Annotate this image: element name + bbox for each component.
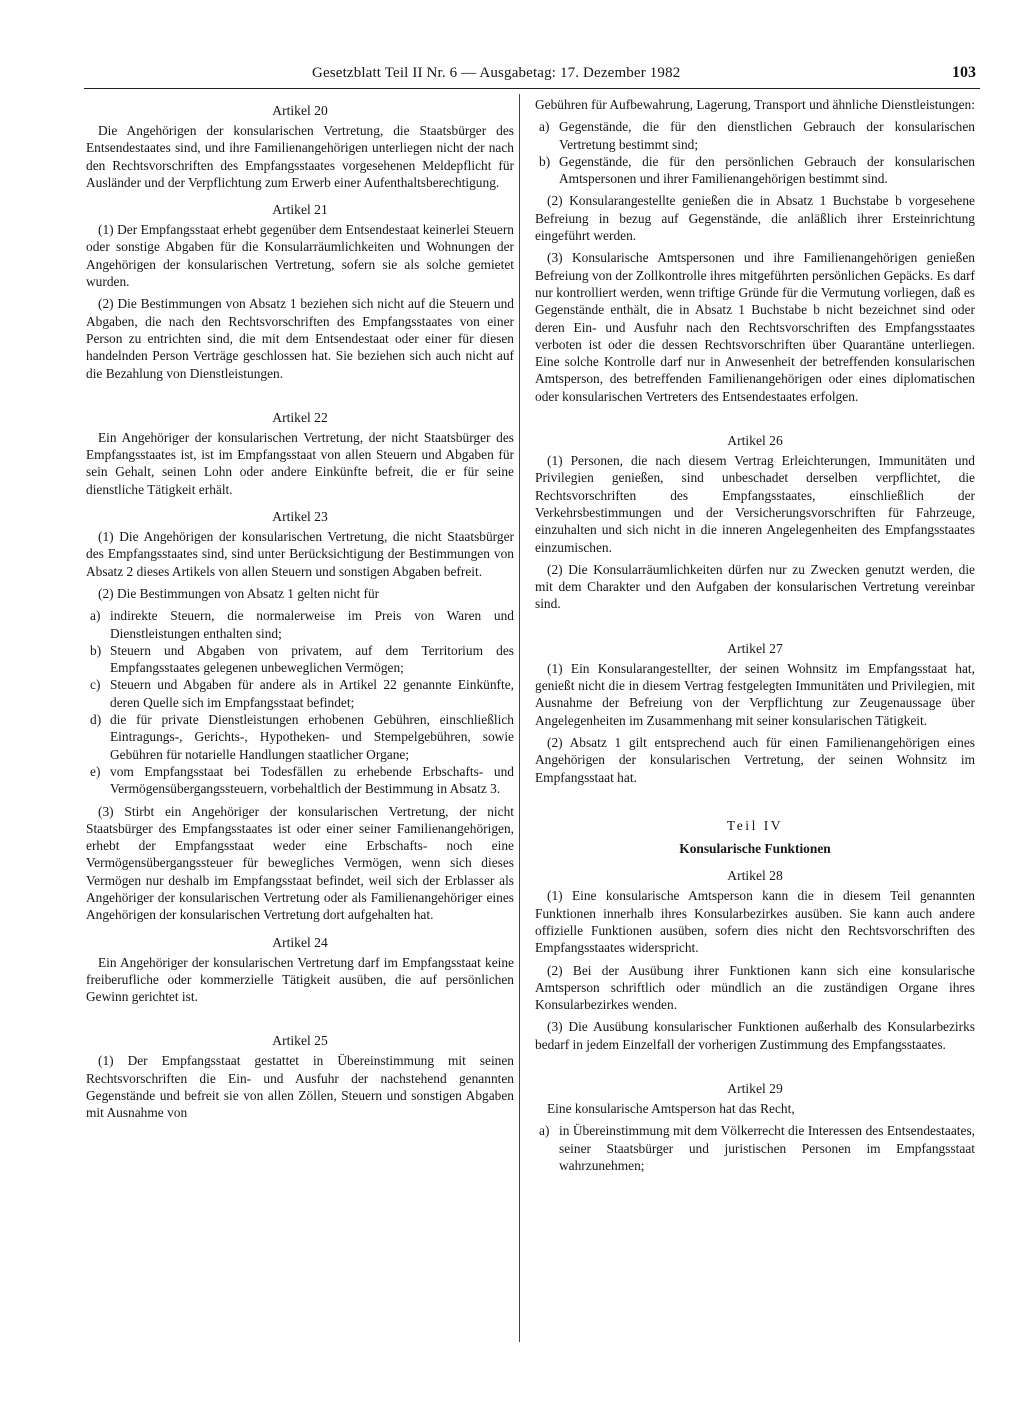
paragraph: (1) Personen, die nach diesem Vertrag Erleichterungen, Immunitäten und Privilegien genießen, sind unbeschadet derselben verpflichtet, die Rechtsvorschriften des Empfangsstaates, einschließlich der Verkehrsbestimmungen und der Versicherungsvorschriften für Fahrzeuge, einzuhalten und sich nicht in die inneren Angelegenheiten des Empfangsstaates einzumischen.: [535, 453, 975, 555]
article-heading: Artikel 27: [727, 640, 783, 656]
paragraph: (1) Die Angehörigen der konsularischen Vertretung, die nicht Staatsbürger des Empfangsstaates sind, sind unter Berücksichtigung der Bestimmungen von Absatz 2 dieses Artikels von allen Steuern und sonstigen Abgaben befreit.: [86, 529, 514, 579]
paragraph: (2) Die Bestimmungen von Absatz 1 beziehen sich nicht auf die Steuern und Abgaben, die nach den Rechtsvorschriften des Empfangsstaates von einer Person zu entrichten sind, die mit dem Entsendestaat oder einer für diesen handelnden Person Verträge geschlossen hat. Sie beziehen sich auch nicht auf die Bezahlung von Dienstleistungen.: [86, 296, 514, 381]
paragraph: (2) Die Konsularräumlichkeiten dürfen nur zu Zwecken genutzt werden, die mit dem Charakter und den Aufgaben der konsularischen Vertretung vereinbar sind.: [535, 561, 975, 612]
article-heading: Artikel 28: [727, 868, 783, 884]
article-heading: Artikel 29: [727, 1081, 783, 1097]
list-item: a) Gegenstände, die für den dienstlichen Gebrauch der konsularischen Vertretung bestimmt sind;: [539, 119, 975, 152]
list-item: d) die für private Dienstleistungen erhobenen Gebühren, einschließlich Eintragungs-, Gerichts-, Hypotheken- und Stempelgebühren, sowie Gebühren für notarielle Handlungen staatlicher Organe;: [90, 712, 514, 762]
article-heading: Artikel 20: [272, 103, 328, 118]
list-item: c) Steuern und Abgaben für andere als in Artikel 22 genannte Einkünfte, deren Quelle sich im Empfangsstaat befindet;: [90, 677, 514, 710]
paragraph: (2) Die Bestimmungen von Absatz 1 gelten nicht für: [98, 585, 380, 601]
paragraph: (3) Die Ausübung konsularischer Funktionen außerhalb des Konsularbezirks bedarf in jedem Einzelfall der vorherigen Zustimmung des Empfangsstaates.: [535, 1019, 975, 1052]
list-item: b) Steuern und Abgaben von privatem, auf dem Territorium des Empfangsstaates gelegenen unbeweglichen Vermögen;: [90, 642, 514, 676]
part-subtitle: Konsularische Funktionen: [679, 841, 831, 857]
article-heading: Artikel 25: [272, 1033, 328, 1049]
paragraph: (1) Ein Konsularangestellter, der seinen Wohnsitz im Empfangsstaat hat, genießt nicht die in diesem Vertrag festgelegten Immunitäten und Privilegien, mit Ausnahme der Befreiung von der Verpflichtung zur Zeugenaussage über Angelegenheiten im Zusammenhang mit seiner konsularischen Tätigkeit.: [535, 660, 975, 728]
item-list: [535, 1122, 975, 1174]
paragraph: Eine konsularische Amtsperson hat das Recht,: [547, 1101, 795, 1117]
paragraph: (3) Konsularische Amtspersonen und ihre Familienangehörigen genießen Befreiung von der Zollkontrolle ihres mitgeführten persönlichen Gepäcks. Es darf nur kontrolliert werden, wenn triftige Gründe für die Vermutung vorliegen, daß es Gegenstände enthält, die in Absatz 1 Buchstabe b nicht bezeichnet sind oder deren Ein- und Ausfuhr nach den Rechtsvorschriften des Empfangsstaates verboten ist oder die dessen Rechtsvorschriften über Quarantäne unterliegen. Eine solche Kontrolle darf nur in Anwesenheit der betreffenden konsularischen Amtsperson, des betreffenden Familienangehörigen oder eines diplomatischen oder konsularischen Vertreters des Entsendestaates erfolgen.: [535, 250, 975, 404]
article-heading: Artikel 22: [272, 409, 328, 425]
right-column: [535, 96, 975, 1179]
article-heading: Artikel 26: [727, 433, 783, 449]
paragraph: (3) Stirbt ein Angehöriger der konsularischen Vertretung, der nicht Staatsbürger des Empfangsstaates ist oder einer seiner Familienangehörigen, erhebt der Empfangsstaat weder eine Erbschafts- noch eine Vermögensübergangssteuer für bewegliches Vermögen, wenn sich dieses Vermögen nur deshalb im Empfangsstaat befindet, weil sich der Erblasser als Angehöriger der konsularischen Vertretung oder als Familienangehöriger eines Angehörigen der konsularischen Vertretung dort aufgehalten hat.: [86, 803, 514, 923]
paragraph: (1) Der Empfangsstaat gestattet in Übereinstimmung mit seinen Rechtsvorschriften die Ein- und Ausfuhr der nachstehend genannten Gegenstände und befreit sie von allen Zöllen, Steuern und sonstigen Abgaben mit Ausnahme von: [86, 1053, 514, 1121]
paragraph: Die Angehörigen der konsularischen Vertretung, die Staatsbürger des Entsendestaates sind, und ihre Familienangehörigen unterliegen nicht der nach den Rechtsvorschriften des Empfangsstaates vorgesehenen Meldepflicht für Ausländer und der Verpflichtung zum Erwerb einer Aufenthaltsberechtigung.: [86, 123, 514, 190]
article-heading: Artikel 23: [272, 509, 328, 525]
article-heading: Artikel 24: [272, 934, 328, 950]
article-heading: Artikel 21: [272, 202, 328, 218]
part-heading: Teil IV: [726, 817, 784, 833]
paragraph: (2) Absatz 1 gilt entsprechend auch für einen Familienangehörigen eines Angehörigen der konsularischen Vertretung, der seinen Wohnsitz im Empfangsstaat hat.: [535, 734, 975, 785]
page-number: 103: [952, 64, 976, 81]
list-item: e) vom Empfangsstaat bei Todesfällen zu erhebende Erbschafts- und Vermögensübergangssteuern, vorbehaltlich der Bestimmung in Absatz 3.: [90, 763, 514, 797]
header-title: Gesetzblatt Teil II Nr. 6 — Ausgabetag: 17. Dezember 1982: [312, 65, 681, 81]
column-divider: [519, 94, 520, 1342]
item-list: [86, 607, 514, 797]
paragraph: Gebühren für Aufbewahrung, Lagerung, Transport und ähnliche Dienstleistungen:: [535, 97, 975, 112]
list-item: a) in Übereinstimmung mit dem Völkerrecht die Interessen des Entsendestaates, seiner Staatsbürger und juristischen Personen im Empfangsstaat wahrzunehmen;: [539, 1123, 975, 1173]
page-header: [84, 62, 980, 89]
paragraph: (1) Eine konsularische Amtsperson kann die in diesem Teil genannten Funktionen innerhalb ihres Konsularbezirkes ausüben. Sie kann auch andere offizielle Funktionen ausüben, sofern dies nicht den Rechtsvorschriften des Empfangsstaates widerspricht.: [535, 888, 975, 956]
left-column: [86, 96, 514, 1127]
list-item: b) Gegenstände, die für den persönlichen Gebrauch der konsularischen Amtspersonen und ihrer Familienangehörigen bestimmt sind.: [539, 153, 975, 187]
paragraph: (2) Konsularangestellte genießen die in Absatz 1 Buchstabe b vorgesehene Befreiung in bezug auf Gegenstände, die anläßlich ihrer Ersteinrichtung eingeführt werden.: [535, 193, 975, 244]
paragraph: (1) Der Empfangsstaat erhebt gegenüber dem Entsendestaat keinerlei Steuern oder sonstige Abgaben für die Konsularräumlichkeiten und Wohnungen der Angehörigen der konsularischen Vertretung, sofern sie als solche gemietet wurden.: [86, 222, 514, 290]
paragraph: (2) Bei der Ausübung ihrer Funktionen kann sich eine konsularische Amtsperson schriftlich oder mündlich an die zuständigen Organe ihres Konsularbezirkes wenden.: [535, 962, 975, 1013]
paragraph: Ein Angehöriger der konsularischen Vertretung, der nicht Staatsbürger des Empfangsstaates ist, ist im Empfangsstaat von allen Steuern und Abgaben für sein Gehalt, seinen Lohn oder andere Einkünfte befreit, die er für seine dienstliche Tätigkeit erhält.: [86, 429, 514, 497]
item-list: [535, 118, 975, 187]
list-item: a) indirekte Steuern, die normalerweise im Preis von Waren und Dienstleistungen enthalten sind;: [90, 608, 514, 641]
paragraph: Ein Angehöriger der konsularischen Vertretung darf im Empfangsstaat keine freiberufliche oder kommerzielle Tätigkeit ausüben, die auf persönlichen Gewinn gerichtet ist.: [86, 954, 514, 1005]
